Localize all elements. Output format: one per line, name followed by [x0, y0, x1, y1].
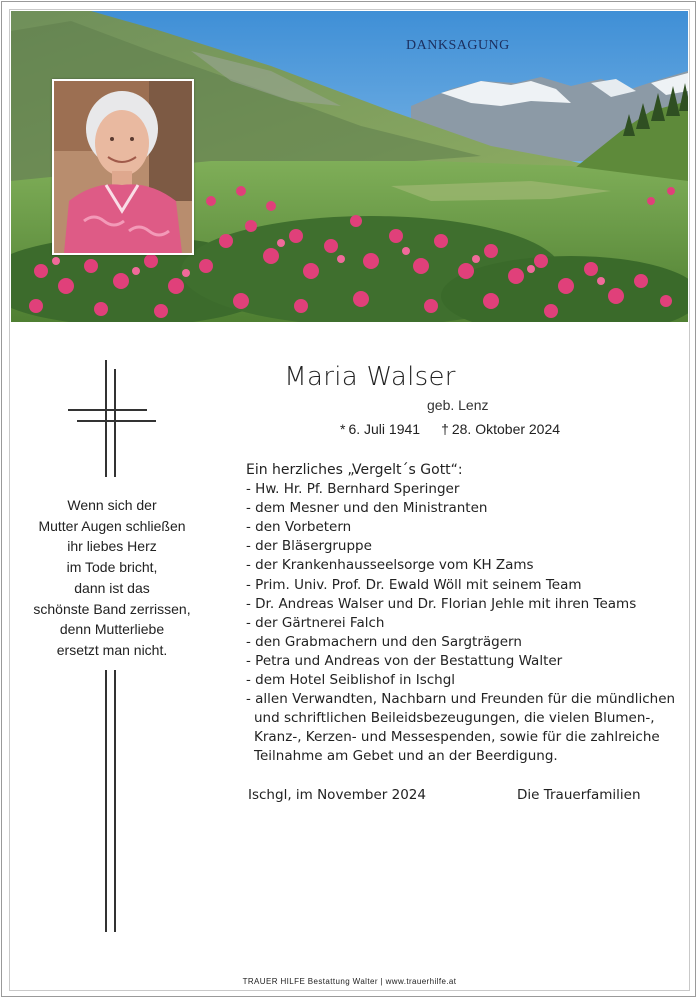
page-title: DANKSAGUNG — [406, 38, 510, 53]
poem-line: schönste Band zerrissen, — [33, 600, 191, 617]
thanks-item: - Dr. Andreas Walser und Dr. Florian Jehle mit ihren Teams — [246, 595, 637, 612]
thanks-item: - allen Verwandten, Nachbarn und Freunden für die mündlichen — [246, 691, 676, 708]
portrait-photo — [52, 79, 194, 255]
thanks-item: - der Gärtnerei Falch — [246, 614, 385, 631]
poem-line: Mutter Augen schließen — [38, 517, 186, 534]
thanks-item: - Prim. Univ. Prof. Dr. Ewald Wöll mit seinem Team — [246, 576, 582, 593]
birth-symbol: * — [340, 421, 346, 437]
poem-line: Wenn sich der — [67, 497, 157, 513]
cross-horizontal-bottom — [77, 420, 156, 422]
thanks-item: - den Vorbetern — [246, 519, 352, 536]
maiden-name: geb. Lenz — [427, 397, 489, 413]
poem-line: dann ist das — [74, 579, 150, 596]
signature: Die Trauerfamilien — [517, 787, 641, 803]
poem-line: ihr liebes Herz — [67, 538, 157, 555]
place-and-date: Ischgl, im November 2024 — [248, 787, 426, 803]
footer — [0, 977, 699, 986]
death-symbol: † — [441, 421, 449, 437]
thanks-item: - den Grabmachern und den Sargträgern — [246, 633, 522, 650]
cross-vertical-lower — [105, 670, 107, 932]
death-date: 28. Oktober 2024 — [451, 421, 561, 437]
thanks-item: - der Bläsergruppe — [246, 538, 372, 555]
poem-line: ersetzt man nicht. — [56, 641, 168, 658]
thanks-item: - dem Mesner und den Ministranten — [246, 500, 488, 517]
poem-line: denn Mutterliebe — [59, 621, 165, 638]
thanks-list — [246, 461, 676, 767]
thanks-item-continuation: Kranz-, Kerzen- und Messespenden, sowie für die zahlreiche — [254, 729, 660, 746]
thanks-item: - Hw. Hr. Pf. Bernhard Speringer — [246, 481, 460, 498]
footer-text: TRAUER HILFE Bestattung Walter | www.trauerhilfe.at — [242, 977, 457, 986]
thanks-item-continuation: und schriftlichen Beileidsbezeugungen, die vielen Blumen-, — [254, 710, 655, 727]
deceased-name: Maria Walser — [284, 362, 456, 392]
cross-horizontal-top — [68, 409, 147, 411]
thanks-heading: Ein herzliches „Vergelt´s Gott“: — [246, 462, 463, 478]
thanks-item-continuation: Teilnahme am Gebet und an der Beerdigung. — [254, 748, 558, 765]
birth-date: 6. Juli 1941 — [348, 421, 421, 437]
life-dates — [340, 421, 560, 437]
cross-vertical-lower-right — [114, 670, 116, 932]
thanks-item: - der Krankenhausseelsorge vom KH Zams — [246, 557, 534, 574]
poem-line: im Tode bricht, — [66, 559, 158, 576]
poem — [14, 495, 210, 661]
deceased-name-row — [0, 362, 699, 392]
thanks-item: - dem Hotel Seiblishof in Ischgl — [246, 672, 456, 689]
thanks-item: - Petra und Andreas von der Bestattung Walter — [246, 652, 563, 669]
